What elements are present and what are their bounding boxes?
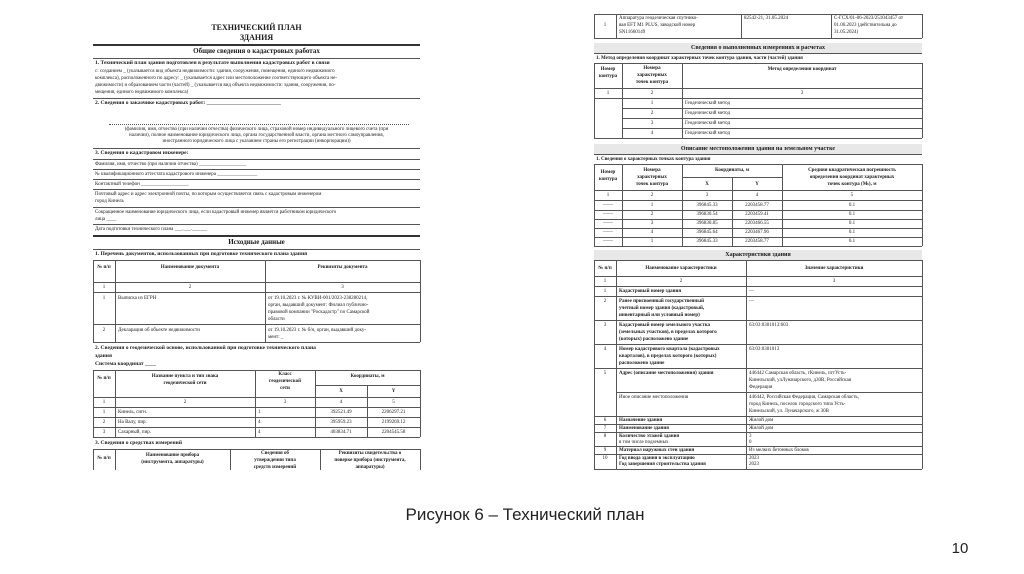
s2-note3: иностранного юридического лица с указанием страны его регистрации (инкорпорации)) (162, 139, 351, 144)
geo-coord-system: Система координат ____ (95, 361, 156, 367)
technical-plan-page-left: ТЕХНИЧЕСКИЙ ПЛАН ЗДАНИЯ Общие сведения о кадастровых работах 1. Технический план здания подготовлен в результате выполнения кадастровых работ в связи с: созданием _ (указывается вид объекта недвижимости: здания, сооружения, помещения, единого недвижимого комплекса), расположенного по адресу: _ (указывается адрес или местоположение соответствующего объекта не- движимости) и образованием части (частей) _ (указывается вид объекта недвижимости: здания, сооружения, по- мещения, единого недвижимого комплекса) 2. Сведения о заказчике кадастровых работ: ___________________________ (фамилия, имя, отчество (при наличии отчества) физического лица, страховой номер индивидуального лицевого счета (при наличии), полное наименование юридического лица, органа государственной власти, органа местного самоуправления, иностранного юридического лица с указанием страны его регистрации (инкорпорации)) 3. Сведения о кадастровом инженере: Фамилия, имя, отчество (при наличии отчества) ___________________ № квалификационного аттестата кадастрового инженера ________________ Контактный телефон ___________________ Почтовый адрес и адрес электронной почты, по которым осуществляется связь с кадастровым инженером город Кинель Сокращенное наименование юридического лица, если кадастровый инженер является работником юридического лица ____ Дата подготовки технического плана ___.___.______ Исходные данные 1. Перечень документов, использованных при подготовке технического плана здания № п/п Наименование документа Реквизиты документа 1 2 3 1 Выписка из ЕГРН от 19.10.2023 г. № КУВИ-001/2023-238280214, орган, выдавший документ: Филиал публично- правовой компании "Роскадастр" по Самарской области 2 Декларация об объекте недвижимости от 19.10.2023 г. № б/н, орган, выдавший доку- мент: _ 2. Сведения о геодезической основе, использованной при подготовке технического плана здания Система координат ____ № п/п Название пункта и тип знака геодезической сети Класс геодезической сети Координаты, м X Y 1 2 3 4 5 1 Кинель, сигн. 1 392521.49 2206297.21 2 На Валу, пир. 4 395959.23 2199269.12 3 Сахарный, пир. 4 403834.71 2204545.58 3. Сведения о средствах измерений № п/п Наименование прибора (инструмента, аппаратуры) Сведения об утверждении типа средств измерений Реквизиты свидетельства о поверке прибора (инструмента, аппаратуры) (91, 10, 422, 470)
s3-name-row: Фамилия, имя, отчество (при наличии отчества) ___________________ (95, 162, 247, 167)
geo-title-line2: здания (95, 353, 112, 359)
general-info-header: Общие сведения о кадастровых работах (193, 47, 320, 55)
geo-title-line1: 2. Сведения о геодезической основе, использованной при подготовке технического плана (95, 345, 316, 351)
location-header: Описание местоположения здания на земельном участке (680, 146, 836, 152)
s3-title: 3. Сведения о кадастровом инженере: (95, 150, 189, 156)
docs-col-name: Наименование документа (160, 265, 220, 270)
s1-line3: комплекса), расположенного по адресу: _ (указывается адрес или местоположение соответствующего объекта не- (95, 76, 337, 81)
measurements-header: Сведения о выполненных измерениях и расчетах (690, 45, 825, 51)
s3-cert-row: № квалификационного аттестата кадастрового инженера ________________ (95, 172, 258, 177)
s2-note1: (фамилия, имя, отчество (при наличии отчества) физического лица, страховой номер индивидуального лицевого счета (при (124, 127, 389, 132)
s3-org-row: Сокращенное наименование юридического лица, если кадастровый инженер является работником юридического (95, 210, 337, 215)
docs-title: 1. Перечень документов, использованных при подготовке технического плана здания (95, 251, 308, 257)
doc-title-line1: ТЕХНИЧЕСКИЙ ПЛАН (211, 23, 302, 32)
page-number: 10 (951, 540, 969, 557)
s1-line5: мещения, единого недвижимого комплекса) (95, 90, 189, 95)
characteristics-header: Характеристики здания (725, 252, 791, 258)
s3-address-value: город Кинель (95, 199, 124, 204)
s1-line1: 1. Технический план здания подготовлен в результате выполнения кадастровых работ в связи (95, 60, 330, 66)
s3-org-value: лица ____ (95, 217, 117, 222)
s1-line4: движимости) и образованием части (частей) _ (указывается вид объекта недвижимости: здания, сооружения, по- (95, 83, 336, 88)
docs-col-n: № п/п (97, 265, 111, 270)
s1-line2: с: созданием _ (указывается вид объекта недвижимости: здания, сооружения, помещения, единого недвижимого (95, 69, 335, 74)
s3-phone-row: Контактный телефон ___________________ (95, 182, 189, 187)
method-title: 1. Метод определения координат характерных точек контура здания, части (частей) здания (596, 56, 803, 61)
s2-note2: наличии), полное наименование юридического лица, органа государственной власти, органа местного самоуправления, (129, 133, 384, 138)
location-title: 1. Сведения о характерных точках контура здания (596, 157, 711, 162)
source-data-header: Исходные данные (228, 238, 285, 246)
doc-title-line2: ЗДАНИЯ (239, 33, 274, 42)
figure-caption: Рисунок 6 – Технический план (405, 505, 645, 524)
docs-col-req: Реквизиты документа (317, 265, 368, 270)
s3-date-row: Дата подготовки технического плана ___.___.______ (95, 227, 208, 232)
s2-title: 2. Сведения о заказчике кадастровых работ: ___________________________ (95, 100, 281, 106)
s3-address-row: Почтовый адрес и адрес электронной почты, по которым осуществляется связь с кадастровым инженером (95, 192, 322, 197)
meas-title: 3. Сведения о средствах измерений (95, 440, 182, 446)
technical-plan-page-right: 1 Аппаратура геодезическая спутнико- вая EFT M1 PLUS, заводской номер SN11660149 82542-21, 31.05.2024 С-ГСХ/01-06-2023/251043457 от 01.06.2023 (действительна до 31.05.2024) Сведения о выполненных измерениях и расчетах 1. Метод определения координат характерных точек контура здания, части (частей) здания Номер контура Номера характерных точек контура Метод определения координат 1 2 3 1 Геодезический метод 2 Геодезический метод 3 Геодезический метод 4 Геодезический метод Описание местоположения здания на земельном участке 1. Сведения о характерных точках контура здания Номер контура Номера характерных точек контура Координаты, м X Y Средняя квадратическая погрешность определения координат характерных точек контура (Mₜ), м 1 2 3 4 5 —— 1 396845.33 2203458.77 0.1 —— 2 396830.54 2203459.41 0.1 —— 3 396830.85 2203466.55 0.1 —— 4 396845.64 2203467.96 0.1 —— 1 396845.33 2203458.77 0.1 Характеристики здания № п/п Наименование характеристики Значение характеристики 1 2 3 1 Кадастровый номер здания — 2 Ранее присвоенный государственный учетный номер здания (кадастровый, инвентарный или условный номер) — 3 Кадастровый номер земельного участка (земельных участков), в пределах которого (которых) расположено здание 63:03:0301013:603 4 Номер кадастрового квартала (кадастровых кварталов), в пределах которого (которых) расположено здание 63:03:0301013 5 Адрес (описание местоположения) здания 446442 Самарская область, гКинель, пгтУсть- Кинельский, улЛуначарского, д30В, Российская Федерация Иное описание местоположения 446442, Российская Федерация, Самарская область, город Кинель, поселок городского типа Усть- Кинельский, ул. Луначарского, ж 30В 6 Назначение здания Жилой дом 7 Наименование здания Жилой дом 8 Количество этажей здания в том числе подземных 3 0 9 Материал наружных стен здания Из мелких бетонных блоков 10 Год ввода здания в эксплуатацию Год завершения строительства здания 2023 2023 (592, 10, 924, 470)
